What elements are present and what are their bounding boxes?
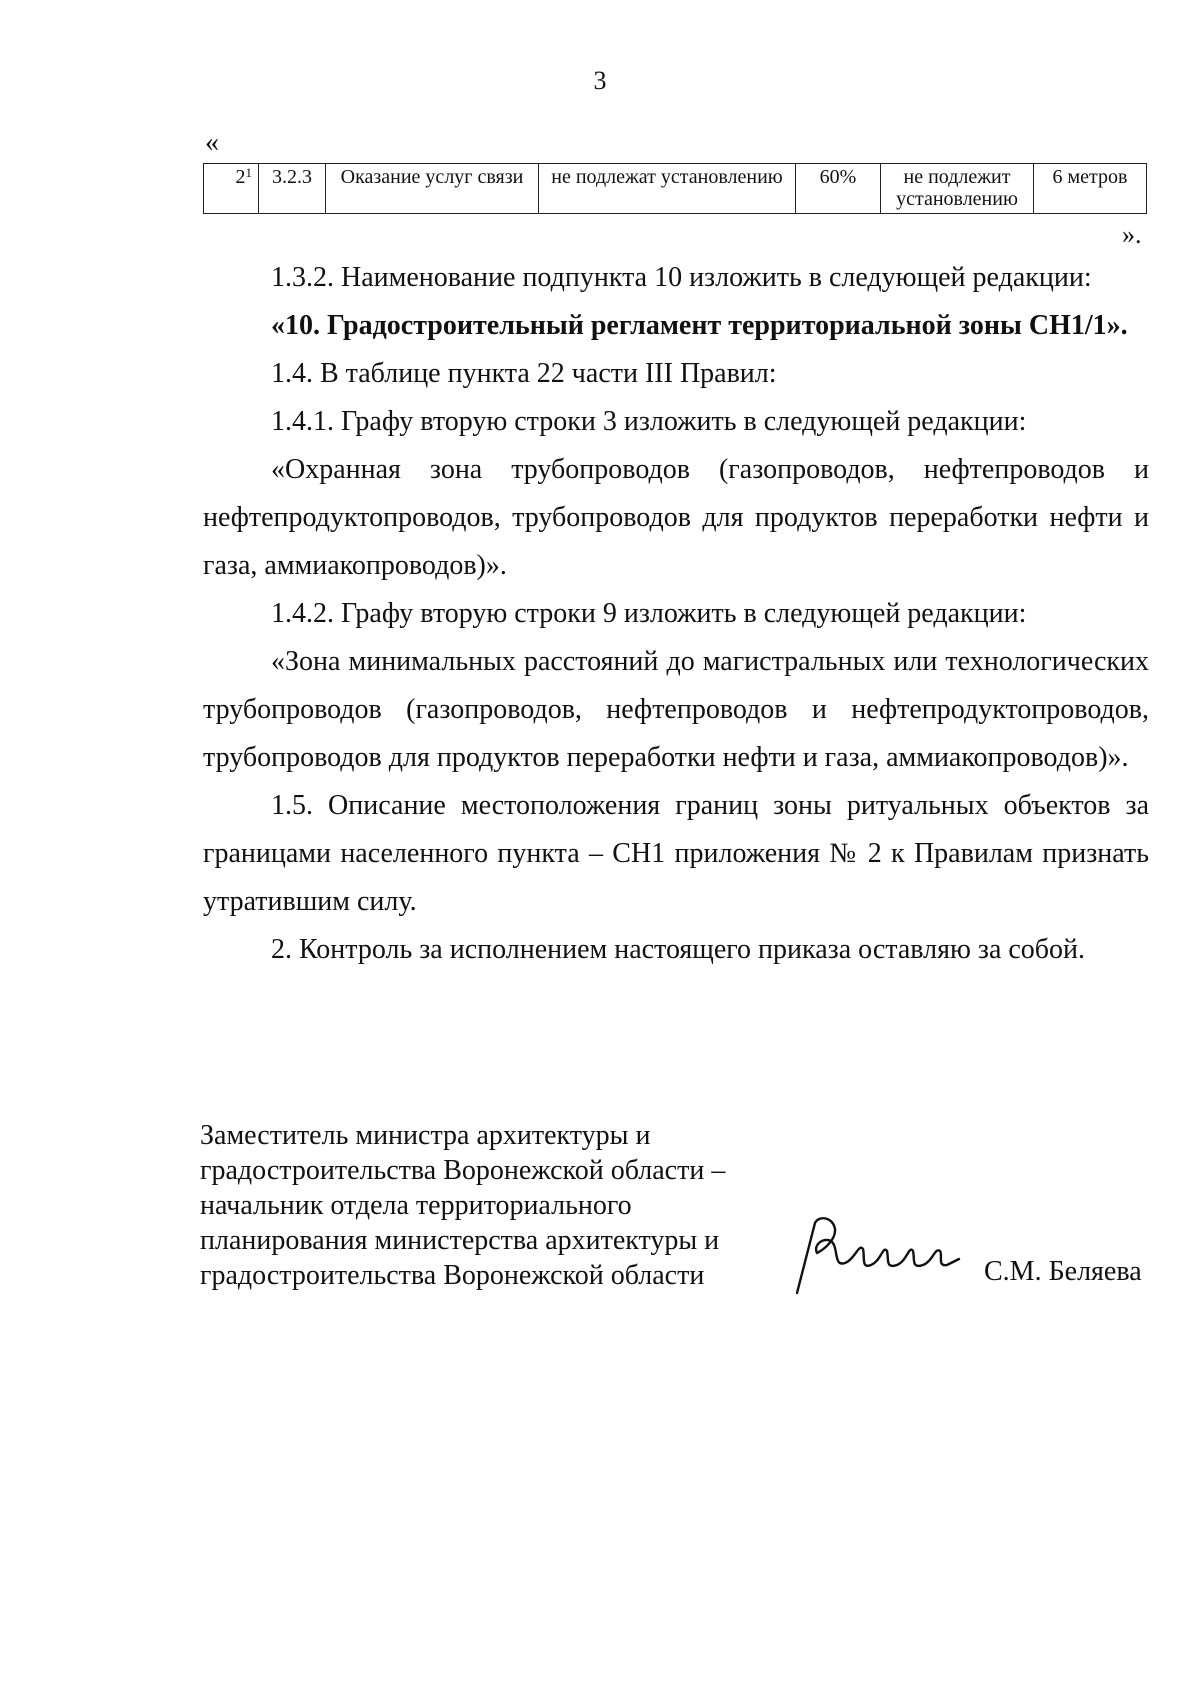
position-line: планирования министерства архитектуры и: [200, 1225, 720, 1256]
paragraph-2: 2. Контроль за исполнением настоящего приказа оставляю за собой.: [271, 934, 1086, 965]
paragraph-1-4: 1.4. В таблице пункта 22 части III Правил:: [271, 358, 777, 389]
opening-quote: «: [205, 127, 219, 158]
position-line: градостроительства Воронежской области: [200, 1260, 705, 1291]
parameter-cell-3: не подлежит установлению: [881, 164, 1034, 214]
paragraph-1-4-1: 1.4.1. Графу вторую строки 3 изложить в следующей редакции:: [271, 406, 1027, 437]
position-line: начальник отдела территориального: [200, 1190, 632, 1221]
paragraph-quote-2: «Зона минимальных расстояний до магистральных или технологических трубопроводов (газопроводов, нефтепроводов и нефтепродуктопроводов, трубопроводов для продуктов переработки нефти и газа, аммиакопроводов)».: [203, 646, 1149, 773]
position-line: градостроительства Воронежской области –: [200, 1155, 726, 1186]
parameter-cell-2: 60%: [796, 164, 881, 214]
closing-quote: ».: [1122, 220, 1142, 249]
use-name-cell: Оказание услуг связи: [326, 164, 539, 214]
row-number: 2: [235, 166, 246, 188]
row-number-superscript: 1: [245, 165, 252, 180]
position-line: Заместитель министра архитектуры и: [200, 1120, 651, 1151]
paragraph-heading-10: «10. Градостроительный регламент территориальной зоны СН1/1».: [271, 310, 1128, 341]
document-body: [203, 254, 1149, 974]
code-cell: 3.2.3: [259, 164, 326, 214]
signatory-position: [200, 1118, 725, 1293]
paragraph-quote-1: «Охранная зона трубопроводов (газопроводов, нефтепроводов и нефтепродуктопроводов, трубопроводов для продуктов переработки нефти и газа, аммиакопроводов)».: [203, 454, 1149, 581]
parameter-cell-4: 6 метров: [1034, 164, 1147, 214]
page-number: 3: [593, 66, 607, 95]
parameter-cell-1: не подлежат установлению: [539, 164, 796, 214]
amendment-table: [203, 163, 1147, 214]
paragraph-1-4-2: 1.4.2. Графу вторую строки 9 изложить в следующей редакции:: [271, 598, 1027, 629]
table-row: [204, 164, 1147, 214]
paragraph-1-5: 1.5. Описание местоположения границ зоны ритуальных объектов за границами населенного пункта – СН1 приложения № 2 к Правилам признать утратившим силу.: [203, 790, 1149, 917]
row-number-cell: [204, 164, 259, 214]
paragraph-1-3-2: 1.3.2. Наименование подпункта 10 изложить в следующей редакции:: [271, 262, 1092, 293]
signer-name: С.М. Беляева: [984, 1256, 1142, 1287]
handwritten-signature: [775, 1215, 965, 1295]
